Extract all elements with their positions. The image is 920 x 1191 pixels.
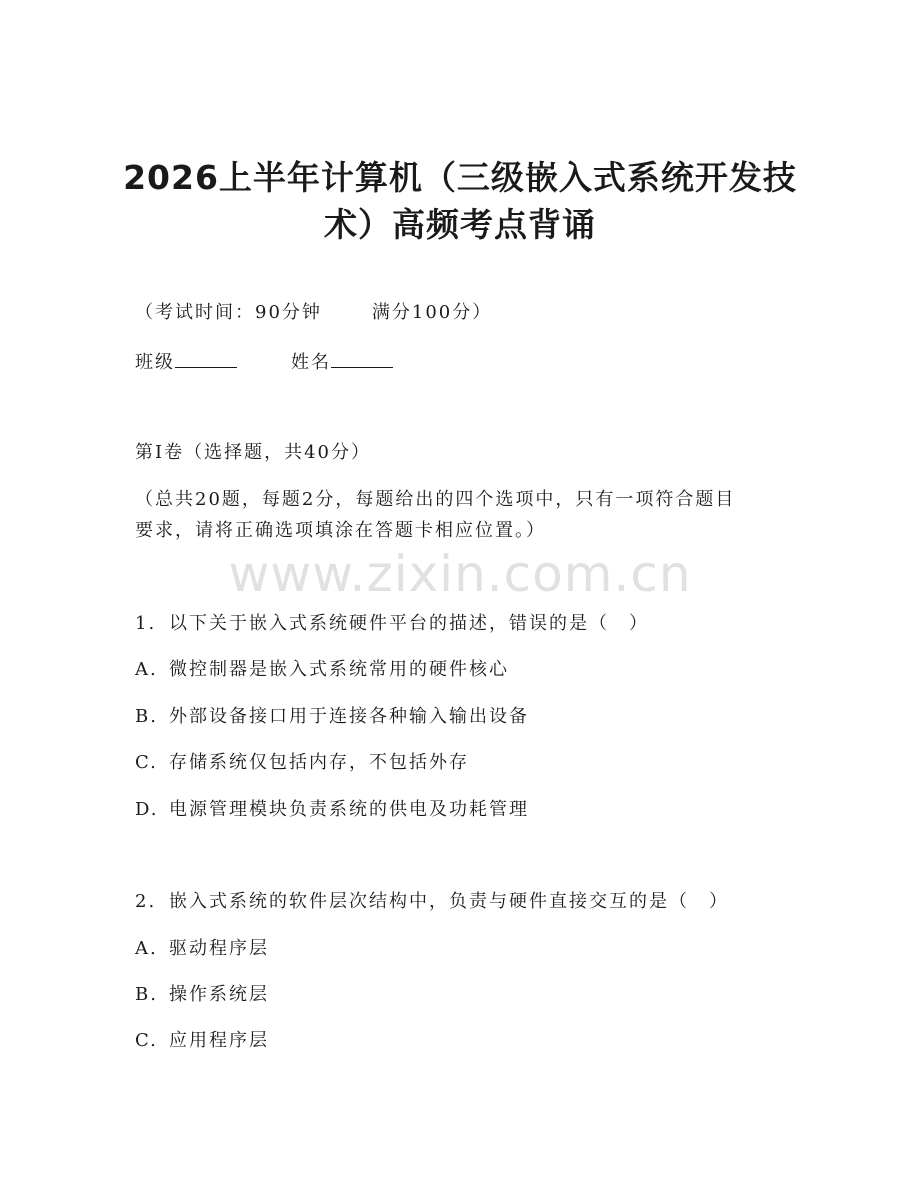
question-1-option-c[interactable] [135, 750, 469, 776]
option-label: D. [135, 799, 159, 820]
name-label: 姓名 [291, 352, 331, 373]
question-2-option-c[interactable] [135, 1028, 269, 1054]
option-text: 存储系统仅包括内存，不包括外存 [169, 752, 469, 773]
section-title: 第Ⅰ卷（选择题，共40分） [135, 442, 372, 463]
question-1 [135, 611, 649, 637]
question-1-option-a[interactable] [135, 657, 509, 683]
question-1-option-d[interactable] [135, 797, 529, 823]
question-text: 以下关于嵌入式系统硬件平台的描述，错误的是（ ） [169, 613, 649, 634]
option-label: C. [135, 1030, 158, 1051]
option-label: C. [135, 752, 158, 773]
option-text: 外部设备接口用于连接各种输入输出设备 [169, 706, 529, 727]
option-text: 操作系统层 [169, 984, 269, 1005]
exam-score: 满分100分） [371, 302, 493, 323]
document-title-line-2: 术）高频考点背诵 [324, 205, 596, 244]
question-1-option-b[interactable] [135, 704, 529, 730]
question-number: 1. [135, 613, 157, 634]
exam-time: （考试时间：90分钟 [135, 302, 322, 323]
instructions-line-1: （总共20题，每题2分，每题给出的四个选项中，只有一项符合题目 [135, 489, 736, 510]
name-blank[interactable] [331, 349, 393, 368]
class-label: 班级 [135, 352, 175, 373]
question-number: 2. [135, 891, 157, 912]
question-2 [135, 889, 729, 915]
watermark: www.zixin.com.cn [228, 545, 692, 603]
option-text: 微控制器是嵌入式系统常用的硬件核心 [169, 659, 509, 680]
question-text: 嵌入式系统的软件层次结构中，负责与硬件直接交互的是（ ） [169, 891, 729, 912]
question-2-option-a[interactable] [135, 936, 269, 962]
option-label: A. [135, 659, 158, 680]
option-text: 驱动程序层 [169, 938, 269, 959]
option-label: B. [135, 984, 158, 1005]
document-title-line-1: 2026上半年计算机（三级嵌入式系统开发技 [123, 158, 797, 197]
exam-info [135, 300, 492, 326]
class-blank[interactable] [175, 349, 237, 368]
option-text: 电源管理模块负责系统的供电及功耗管理 [169, 799, 529, 820]
instructions-line-2: 要求，请将正确选项填涂在答题卡相应位置。） [135, 520, 546, 541]
option-label: B. [135, 706, 158, 727]
option-label: A. [135, 938, 158, 959]
question-2-option-b[interactable] [135, 982, 269, 1008]
option-text: 应用程序层 [169, 1030, 269, 1051]
student-info [135, 349, 393, 376]
